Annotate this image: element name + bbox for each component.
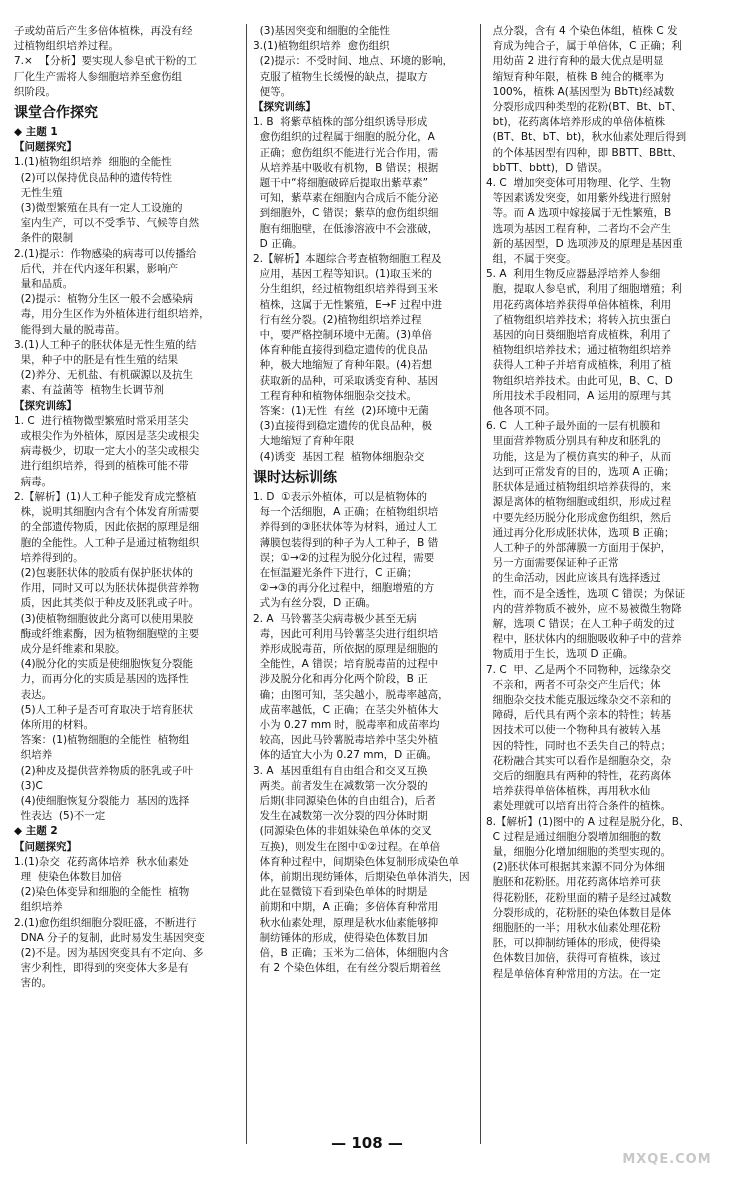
text-line: 的个体基因型有四种，即 BBTT、BBtt、 — [486, 146, 683, 159]
text-line: (2)染色体变异和细胞的全能性 植物 — [14, 886, 190, 899]
text-line: (2)种皮及提供营养物质的胚乳或子叶 — [14, 764, 194, 777]
text-line: 4. C 增加突变体可用物理、化学、生物 — [486, 177, 671, 190]
text-line: 性表达 (5)不一定 — [14, 810, 106, 823]
text-line: 2.(1)提示：作物感染的病毒可以传播给 — [14, 247, 197, 260]
text-line: 色体数目加倍，获得可育植株，该过 — [486, 952, 661, 965]
text-line: 3.(1)植物组织培养 愈伤组织 — [253, 40, 390, 53]
text-line: 1. D ①表示外植体，可以是植物体的 — [253, 490, 428, 503]
text-line: 2.(1)愈伤组织细胞分裂旺盛，不断进行 — [14, 916, 197, 929]
text-line: 点分裂，含有 4 个染色体组，植株 C 发 — [486, 25, 678, 37]
text-line: 育成为纯合子，属于单倍体，C 正确；利 — [486, 40, 682, 53]
text-line: 工程育种和植物体细胞杂交技术。 — [253, 389, 418, 402]
text-line: 3. A 基因重组有自由组合和交叉互换 — [253, 764, 428, 777]
text-line: 分裂形成四种类型的花粉(BT、Bt、bT、 — [486, 101, 682, 114]
topic-heading: ◆ 主题 1 — [14, 126, 58, 139]
text-line: 素、有益菌等 植物生长调节剂 — [14, 384, 164, 397]
text-line: 前期和中期，A 正确；多倍体育种常用 — [253, 901, 439, 914]
text-line: (2)提示：不受时间、地点、环境的影响， — [253, 55, 454, 68]
text-line: 7.× 【分析】要实现人参皂甙干粉的工 — [14, 55, 197, 68]
text-line: 物质用于生长，选项 D 正确。 — [486, 648, 634, 661]
text-line: 组，不属于突变。 — [486, 253, 577, 266]
text-line: (BT、Bt、bT、bt)，秋水仙素处理后得到 — [486, 131, 687, 144]
text-line: 功能，这是为了模仿真实的种子，从而 — [486, 450, 672, 463]
text-line: (2)包裹胚状体的胶质有保护胚状体的 — [14, 566, 194, 579]
text-line: 100%，植株 A(基因型为 BbTt)经减数 — [486, 85, 675, 98]
text-line: 中要先经历脱分化形成愈伤组织，然后 — [486, 511, 672, 524]
text-line: (4)使细胞恢复分裂能力 基因的选择 — [14, 794, 190, 807]
text-line: 物组织培养技术。由此可见，B、C、D — [486, 374, 673, 387]
text-line: 小为 0.27 mm 时，脱毒率和成苗率均 — [253, 718, 440, 731]
text-line: 交后的细胞具有两种的特性，花药离体 — [486, 769, 672, 782]
text-line: 中，要严格控制环境中无菌。(3)单倍 — [253, 329, 433, 342]
text-line: C 过程是通过细胞分裂增加细胞的数 — [486, 830, 661, 843]
text-line: (3)使植物细胞彼此分离可以使用果胶 — [14, 612, 194, 625]
text-line: 了植物组织培养技术；将转入抗虫蛋白 — [486, 313, 672, 326]
text-line: 分裂形成的，花粉胚的染色体数目是体 — [486, 906, 672, 919]
text-line: 植株，这属于无性繁殖，E→F 过程中进 — [253, 298, 442, 311]
text-line: 6. C 人工种子最外面的一层有机膜和 — [486, 420, 661, 433]
text-line: 种，极大地缩短了育种年限。(4)若想 — [253, 359, 433, 372]
text-line: 织培养 — [14, 749, 53, 762]
text-line: 全能性，A 错误；培育脱毒苗的过程中 — [253, 658, 439, 671]
watermark-text: MXQE.COM — [622, 1152, 712, 1167]
text-line: 障碍，后代具有两个亲本的特性；转基 — [486, 709, 672, 722]
text-line: 体所用的材料。 — [14, 718, 95, 731]
text-line: 7. C 甲、乙是两个不同物种，远缘杂交 — [486, 663, 671, 676]
text-line: 每一个活细胞，A 正确；在植物组织培 — [253, 506, 439, 519]
text-column-middle — [253, 24, 475, 1144]
text-line: 进行组织培养，得到的植株可能不带 — [14, 460, 189, 473]
text-line: 答案：(1)植物细胞的全能性 植物组 — [14, 734, 190, 747]
text-line: 组织培养 — [14, 901, 63, 914]
text-line: 胞，提取人参皂甙，利用了细胞增殖；利 — [486, 283, 682, 296]
text-line: 织阶段。 — [14, 85, 56, 98]
text-line: 获取新的品种，可采取诱变育种、基因 — [253, 374, 439, 387]
text-line: 制纺锤体的形成，使得染色体数目加 — [253, 931, 428, 944]
text-line: 1. C 进行植物微型繁殖时常采用茎尖 — [14, 414, 189, 427]
text-line: 量，细胞分化增加细胞的类型实现的。 — [486, 845, 672, 858]
text-line: 发生在减数第一次分裂的四分体时期 — [253, 810, 428, 823]
text-line: 子或幼苗后产生多倍体植株，再没有经 — [14, 25, 193, 37]
text-line: 的全部遗传物质，因此依据的原理是细 — [14, 521, 200, 534]
text-line: (4)诱变 基因工程 植物体细胞杂交 — [253, 450, 425, 463]
text-line: 答案：(1)无性 有丝 (2)环境中无菌 — [253, 405, 429, 418]
text-line: 2. A 马铃薯茎尖病毒极少甚至无病 — [253, 612, 417, 625]
text-line: 无性生殖 — [14, 186, 63, 199]
text-line: 作用，同时又可以为胚状体提供营养物 — [14, 582, 200, 595]
text-line: (3)基因突变和细胞的全能性 — [253, 25, 391, 37]
text-line: 成分是纤维素和果胶。 — [14, 642, 126, 655]
text-line: 害少利性，即得到的突变体大多是有 — [14, 962, 189, 975]
text-line: 因技术可以使一个物种具有被转入基 — [486, 724, 661, 737]
text-line: 细胞杂交技术能克服远缘杂交不亲和的 — [486, 693, 672, 706]
text-line: 薄膜包装得到的种子为人工种子，B 错 — [253, 536, 439, 549]
text-line: (3)微型繁殖在具有一定人工设施的 — [14, 202, 183, 215]
text-line: 人工种子的外部薄膜一方面用于保护， — [486, 541, 672, 554]
text-line: 质，因此其类似于种皮及胚乳或子叶。 — [14, 597, 200, 610]
text-line: (2)胚状体可根据其来源不同分为体细 — [486, 861, 666, 874]
text-line: 条件的限制 — [14, 232, 74, 245]
text-line: 培养得到的。 — [14, 551, 84, 564]
topic-heading: ◆ 主题 2 — [14, 825, 58, 838]
text-line: 力，而再分化的实质是基因的选择性 — [14, 673, 189, 686]
subsection-label: 【问题探究】 — [14, 840, 77, 853]
text-line: 在恒温避光条件下进行，C 正确； — [253, 566, 418, 579]
text-line: bbTT、bbtt)，D 错误。 — [486, 161, 609, 174]
text-line: 后代，并在代内逐年积累，影响产 — [14, 262, 179, 275]
text-line: 等。而 A 选项中嫁接属于无性繁殖，B — [486, 207, 672, 220]
text-line: (3)直接得到稳定遗传的优良品种，极 — [253, 420, 433, 433]
text-line: 他各项不同。 — [486, 405, 556, 418]
text-line: (4)脱分化的实质是使细胞恢复分裂能 — [14, 658, 194, 671]
text-line: 厂化生产需将人参细胞培养至愈伤组 — [14, 70, 182, 83]
text-line: 害的。 — [14, 977, 53, 990]
text-line: 体的适宜大小为 0.27 mm，D 正确。 — [253, 749, 438, 762]
text-line: 或根尖作为外植体，原因是茎尖或根尖 — [14, 430, 200, 443]
text-line: 2.【解析】本题综合考查植物细胞工程及 — [253, 253, 442, 266]
text-line: 理 使染色体数目加倍 — [14, 870, 122, 883]
text-line: 细胞胚的一半；用秋水仙素处理花粉 — [486, 921, 661, 934]
text-line: 缩短育种年限，植株 B 纯合的概率为 — [486, 70, 665, 83]
text-line: 源是离体的植物细胞或组织，形成过程 — [486, 496, 672, 509]
text-line: 题干中“将细胞破碎后提取出紫草素” — [253, 177, 429, 190]
text-line: 胞胚和花粉胚。用花药离体培养可获 — [486, 876, 661, 889]
text-line: ②→③的再分化过程中，细胞增殖的方 — [253, 582, 435, 595]
text-line: 株，说明其细胞内含有个体发育所需要 — [14, 506, 200, 519]
text-line: 表达。 — [14, 688, 53, 701]
text-line: 8.【解析】(1)图中的 A 过程是脱分化，B、 — [486, 815, 690, 828]
text-line: 此在显微镜下看到染色单体的时期是 — [253, 886, 428, 899]
text-line: 式为有丝分裂，D 正确。 — [253, 597, 377, 610]
text-line: (3)C — [14, 779, 43, 792]
text-line: 养形成脱毒苗，所依据的原理是细胞的 — [253, 642, 439, 655]
text-column-left — [14, 24, 240, 1144]
text-line: 到细胞外，C 错误；紫草的愈伤组织细 — [253, 207, 439, 220]
text-line: 两类。前者发生在减数第一次分裂的 — [253, 779, 428, 792]
text-line: 胞的全能性。人工种子是通过植物组织 — [14, 536, 200, 549]
column-divider-left — [246, 24, 247, 1144]
text-line: DNA 分子的复制，此时易发生基因突变 — [14, 931, 205, 944]
text-line: 3.(1)人工种子的胚状体是无性生殖的结 — [14, 338, 197, 351]
text-line: 胞有细胞壁，在低渗溶液中不会涨破， — [253, 222, 439, 235]
text-line: 胚状体是通过植物组织培养获得的，来 — [486, 481, 672, 494]
text-line: 可知，紫草素在细胞内合成后不能分泌 — [253, 192, 439, 205]
text-line: 分生组织，经过植物组织培养得到玉米 — [253, 283, 439, 296]
text-line: 得花粉胚，花粉里面的精子是经过减数 — [486, 891, 672, 904]
text-line: 选项为基因工程育种，二者均不会产生 — [486, 222, 672, 235]
text-line: 2.【解析】(1)人工种子能发育成完整植 — [14, 490, 197, 503]
text-line: 性，而不是全透性，选项 C 错误；为保证 — [486, 587, 686, 600]
text-line: 便等。 — [253, 85, 292, 98]
text-line: 后期(非同源染色体的自由组合)，后者 — [253, 794, 436, 807]
subsection-label: 【探究训练】 — [14, 399, 77, 412]
text-line: 秋水仙素处理，原理是秋水仙素能够抑 — [253, 916, 439, 929]
text-line: 花粉融合其实可以看作是细胞杂交，杂 — [486, 754, 672, 767]
text-line: 体，前期出现纺锤体，后期染色单体消失，因 — [253, 870, 470, 883]
text-line: bt)，花药离体培养形成的单倍体植株 — [486, 116, 666, 129]
text-line: 毒，用分生区作为外植体进行组织培养， — [14, 308, 210, 321]
text-line: 量和品质。 — [14, 278, 74, 291]
text-line: 应用，基因工程等知识。(1)取玉米的 — [253, 268, 433, 281]
text-line: 用花药离体培养获得单倍体植株，利用 — [486, 298, 672, 311]
text-line: (2)养分、无机盐、有机碳源以及抗生 — [14, 369, 194, 382]
text-line: 能得到大量的脱毒苗。 — [14, 323, 126, 336]
subsection-label: 【探究训练】 — [253, 101, 316, 114]
text-line: 里面营养物质分别具有种皮和胚乳的 — [486, 435, 661, 448]
text-line: (同源染色体的非姐妹染色单体的交叉 — [253, 825, 432, 838]
text-line: 获得人工种子并培育成植株，利用了植 — [486, 359, 672, 372]
text-line: 用幼苗 2 进行育种的最大优点是明显 — [486, 55, 664, 68]
section-heading: 课时达标训练 — [253, 469, 337, 486]
text-line: 大地缩短了育种年限 — [253, 435, 355, 448]
text-column-right — [486, 24, 718, 1144]
text-line: 涉及脱分化和再分化两个阶段，B 正 — [253, 673, 428, 686]
text-line: 误；①→②的过程为脱分化过程，需要 — [253, 551, 435, 564]
text-line: D 正确。 — [253, 237, 303, 250]
page-number: — 108 — — [331, 1134, 403, 1152]
text-line: 病毒极少，切取一定大小的茎尖或根尖 — [14, 445, 200, 458]
text-line: 过植物组织培养过程。 — [14, 40, 119, 53]
text-line: 达到可正常发育的目的，选项 A 正确； — [486, 465, 675, 478]
text-line: 5. A 利用生物反应器悬浮培养人参细 — [486, 268, 661, 281]
text-line: 体育种能直接得到稳定遗传的优良品 — [253, 344, 428, 357]
subsection-label: 【问题探究】 — [14, 141, 77, 154]
text-line: (2)提示：植物分生区一般不会感染病 — [14, 293, 194, 306]
text-line: (2)不是。因为基因突变具有不定向、多 — [14, 946, 204, 959]
text-line: 正确；愈伤组织不能进行光合作用，需 — [253, 146, 439, 159]
text-line: 新的基因型，D 选项涉及的原理是基因重 — [486, 237, 683, 250]
text-line: 另一方面需要保证种子正常 — [486, 557, 619, 570]
text-line: 养得到的③胚状体等为材料，通过人工 — [253, 521, 438, 534]
column-divider-right — [480, 24, 481, 1144]
text-line: 有 2 个染色体组，在有丝分裂后期着丝 — [253, 962, 442, 975]
text-line: 程中，胚状体内的细胞吸收种子中的营养 — [486, 633, 682, 646]
text-line: 1. B 将紫草植株的部分组织诱导形成 — [253, 116, 428, 129]
text-line: 果，种子中的胚是有性生殖的结果 — [14, 354, 179, 367]
text-line: 倍，B 正确；玉米为二倍体，体细胞内含 — [253, 946, 449, 959]
text-line: 互换)，则发生在图中①②过程。在单倍 — [253, 840, 441, 853]
text-line: (2)可以保持优良品种的遗传特性 — [14, 171, 173, 184]
text-line: 克服了植物生长缓慢的缺点，提取方 — [253, 70, 428, 83]
text-line: 培养获得单倍体植株，再用秋水仙 — [486, 785, 651, 798]
text-line: 确；由图可知，茎尖越小，脱毒率越高， — [253, 688, 449, 701]
text-line: 所用技术手段相同，A 运用的原理与其 — [486, 389, 672, 402]
text-line: 酶或纤维素酶，因为植物细胞壁的主要 — [14, 627, 200, 640]
text-line: 病毒。 — [14, 475, 53, 488]
text-line: 行有丝分裂。(2)植物组织培养过程 — [253, 313, 422, 326]
text-line: (5)人工种子是否可育取决于培育胚状 — [14, 703, 194, 716]
text-line: 因的特性，同时也不丢失自己的特点； — [486, 739, 672, 752]
text-line: 等因素诱发突变，如用紫外线进行照射 — [486, 192, 672, 205]
text-line: 胚，可以抑制纺锤体的形成，使得染 — [486, 937, 661, 950]
section-heading: 课堂合作探究 — [14, 105, 98, 122]
text-line: 1.(1)杂交 花药离体培养 秋水仙素处 — [14, 855, 189, 868]
text-line: 程是单倍体育种常用的方法。在一定 — [486, 967, 661, 980]
text-line: 1.(1)植物组织培养 细胞的全能性 — [14, 156, 172, 169]
text-line: 植物组织培养技术；通过植物组织培养 — [486, 344, 672, 357]
text-line: 从培养基中吸收有机物，B 错误；根据 — [253, 161, 439, 174]
text-line: 通过再分化形成胚状体，选项 B 正确； — [486, 526, 675, 539]
text-line: 素处理就可以培育出符合条件的植株。 — [486, 800, 672, 813]
text-line: 不亲和，两者不可杂交产生后代；体 — [486, 678, 661, 691]
text-line: 愈伤组织的过程属于细胞的脱分化，A — [253, 131, 435, 144]
text-line: 室内生产，可以不受季节、气候等自然 — [14, 217, 200, 230]
text-line: 解，选项 C 错误；在人工种子萌发的过 — [486, 617, 675, 630]
text-line: 较高，因此马铃薯脱毒培养中茎尖外植 — [253, 734, 439, 747]
text-line: 的生命活动，因此应该具有选择透过 — [486, 572, 661, 585]
text-line: 毒，因此可利用马铃薯茎尖进行组织培 — [253, 627, 439, 640]
text-line: 成苗率越低，C 正确；在茎尖外植体大 — [253, 703, 439, 716]
text-line: 基因的向日葵细胞培育成植株，利用了 — [486, 329, 672, 342]
text-line: 体育种过程中，间期染色体复制形成染色单 — [253, 855, 460, 868]
text-line: 内的营养物质不被外，应不易被微生物降 — [486, 602, 682, 615]
